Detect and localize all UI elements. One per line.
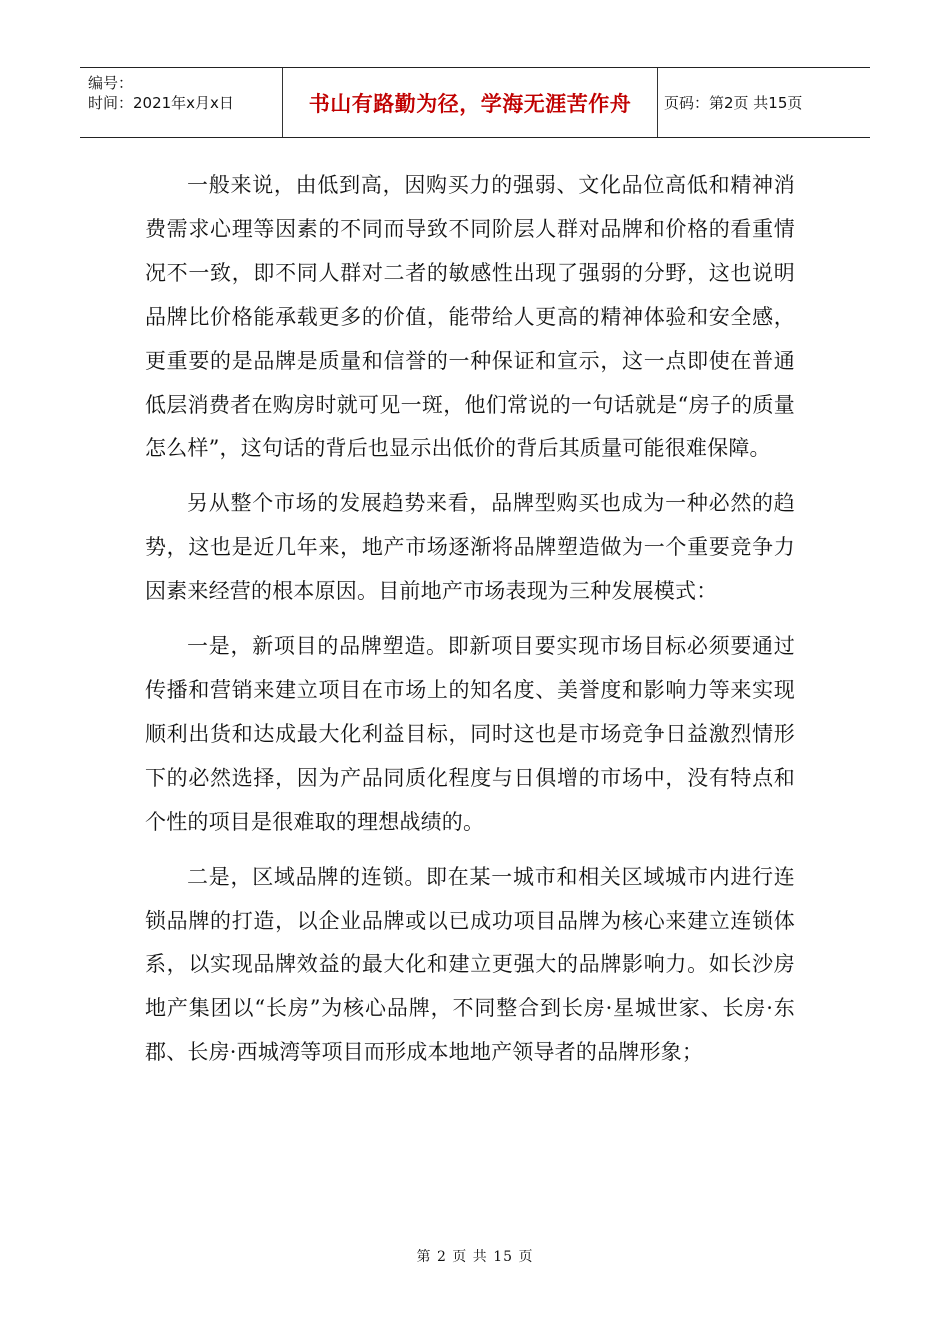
header-page-info: 页码：第2页 共15页 <box>664 94 803 112</box>
paragraph-2: 另从整个市场的发展趋势来看，品牌型购买也成为一种必然的趋势，这也是近几年来，地产市场逐渐将品牌塑造做为一个重要竞争力因素来经营的根本原因。目前地产市场表现为三种发展模式： <box>145 491 795 604</box>
document-number-label: 编号： <box>88 74 134 92</box>
header-table <box>80 67 870 138</box>
header-motto-cell <box>283 68 658 137</box>
document-body <box>145 164 795 1075</box>
header-motto: 书山有路勤为径，学海无涯苦作舟 <box>308 91 632 116</box>
header-left-cell <box>80 68 283 137</box>
paragraph-4: 二是，区域品牌的连锁。即在某一城市和相关区域城市内进行连锁品牌的打造，以企业品牌或以已成功项目品牌为核心来建立连锁体系，以实现品牌效益的最大化和建立更强大的品牌影响力。如长沙房地产集团以“长房”为核心品牌，不同整合到长房·星城世家、长房·东郡、长房·西城湾等项目而形成本地地产领导者的品牌形象； <box>145 864 795 1065</box>
header-page-cell <box>658 68 870 137</box>
page-footer: 第 2 页 共 15 页 <box>416 1249 534 1265</box>
document-date: 时间：2021年x月x日 <box>88 94 234 112</box>
paragraph-3: 一是，新项目的品牌塑造。即新项目要实现市场目标必须要通过传播和营销来建立项目在市场上的知名度、美誉度和影响力等来实现顺利出货和达成最大化利益目标，同时这也是市场竞争日益激烈情形下的必然选择，因为产品同质化程度与日俱增的市场中，没有特点和个性的项目是很难取的理想战绩的。 <box>145 634 795 834</box>
paragraph-1: 一般来说，由低到高，因购买力的强弱、文化品位高低和精神消费需求心理等因素的不同而导致不同阶层人群对品牌和价格的看重情况不一致，即不同人群对二者的敏感性出现了强弱的分野，这也说明品牌比价格能承载更多的价值，能带给人更高的精神体验和安全感，更重要的是品牌是质量和信誉的一种保证和宣示，这一点即使在普通低层消费者在购房时就可见一斑，他们常说的一句话就是“房子的质量怎么样”，这句话的背后也显示出低价的背后其质量可能很难保障。 <box>145 173 795 461</box>
